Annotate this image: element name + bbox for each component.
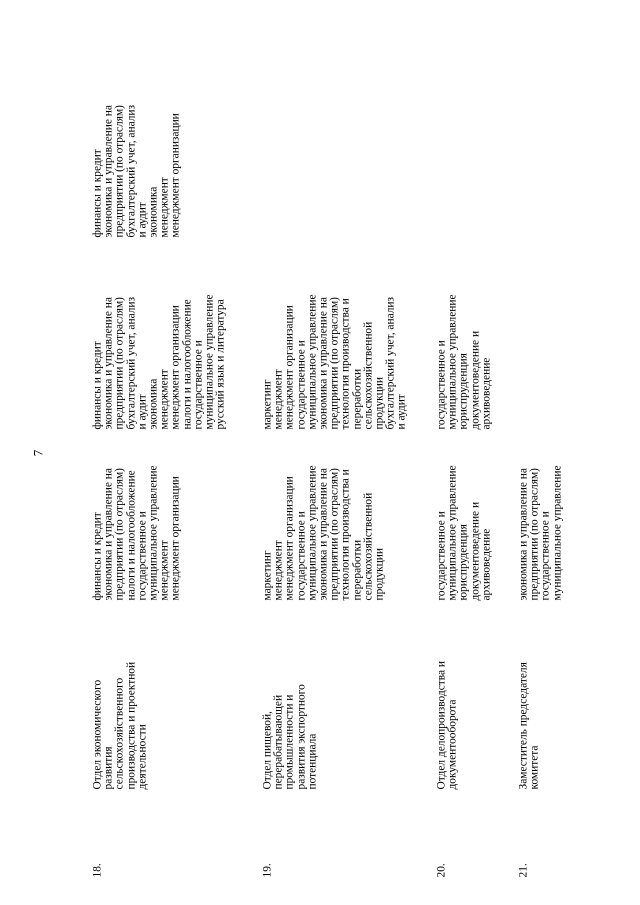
- specialties-column-3: финансы и кредит экономика и управление на предприятии (по отраслям) бухгалтерский учет, анализ и аудит экономика менеджмент менеджмент организации: [91, 104, 182, 237]
- specialties-column-1: экономика и управление на предприятии (по отраслям) государственное и муниципальное управление: [517, 464, 563, 600]
- department-name: Отдел пищевой, перерабатывающей промышленности и развития экспортного потенциала: [261, 683, 318, 789]
- page-number: 7: [30, 449, 45, 456]
- department-name: Заместитель председателя комитета: [517, 661, 541, 789]
- department-name: Отдел экономического развития сельскохозяйственного производства и проектной деятельности: [91, 661, 148, 789]
- department-name: Отдел делопроизводства и документооборота: [435, 660, 459, 789]
- specialties-column-1: финансы и кредит экономика и управление на предприятии (по отраслям) налоги и налогообложение государственное и муниципальное управление менеджмент менеджмент организации: [91, 464, 182, 600]
- specialties-column-2: маркетинг менеджмент менеджмент организации государственное и муниципальное управление экономика и управление на предприятии (по отраслям) технология производства и переработки сельскохозяйственной продукции бухгалтерский учет, анализ и аудит: [261, 293, 408, 429]
- specialties-column-1: государственное и муниципальное управление юриспруденция документоведение и архивоведение: [435, 464, 492, 600]
- row-number: 21.: [517, 862, 529, 877]
- specialties-column-2: финансы и кредит экономика и управление на предприятии (по отраслям) бухгалтерский учет, анализ и аудит экономика менеджмент менеджмент организации налоги и налогообложение государственное и муниципальное управление русский язык и литература: [91, 293, 227, 429]
- specialties-column-1: маркетинг менеджмент менеджмент организации государственное и муниципальное управление экономика и управление на предприятии (по отраслям) технология производства и переработки сельскохозяйственной продукции: [261, 464, 386, 600]
- row-number: 19.: [261, 862, 273, 877]
- row-number: 20.: [435, 862, 447, 877]
- specialties-column-2: государственное и муниципальное управление юриспруденция документоведение и архивоведение: [435, 293, 492, 429]
- row-number: 18.: [91, 862, 103, 877]
